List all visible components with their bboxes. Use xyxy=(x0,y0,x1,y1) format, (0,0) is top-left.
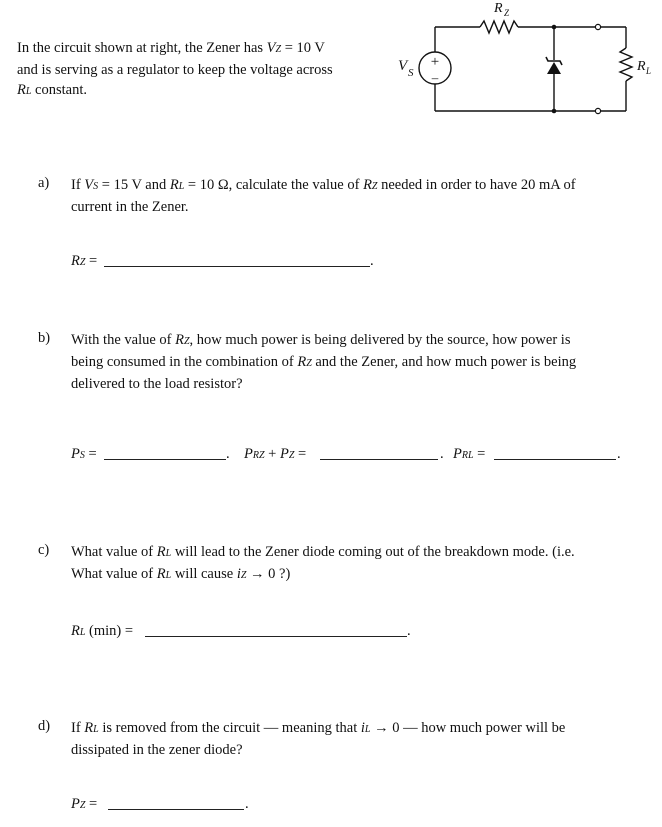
question-b-line-2: being consumed in the combination of RZ and the Zener, and how much power is being xyxy=(71,354,577,370)
answer-b-prz-label: PRZ + PZ = xyxy=(244,446,307,462)
answer-a-period: . xyxy=(370,253,374,269)
answer-d-label: PZ = xyxy=(71,796,98,812)
junction-dot-top xyxy=(552,25,557,30)
question-d-number: d) xyxy=(38,718,51,734)
answer-c-period: . xyxy=(407,623,411,639)
answer-b-ps-label: PS = xyxy=(71,446,97,462)
intro-line-1: In the circuit shown at right, the Zener has VZ = 10 V xyxy=(17,40,325,56)
question-a-number: a) xyxy=(38,175,50,191)
rz-label-sub: Z xyxy=(504,8,510,18)
question-d-line-2: dissipated in the zener diode? xyxy=(71,742,243,758)
answer-a-label: RZ = xyxy=(71,253,98,269)
answer-b-prz-blank[interactable] xyxy=(320,459,438,460)
answer-b-prl-label: PRL = xyxy=(453,446,486,462)
question-a-text xyxy=(71,175,651,217)
question-d-text xyxy=(71,718,651,760)
answer-b-ps-blank[interactable] xyxy=(104,459,226,460)
question-c-number: c) xyxy=(38,542,50,558)
answer-c-label: RL (min) = xyxy=(71,623,134,639)
source-label-sub: S xyxy=(408,67,414,79)
question-d-line-1: If RL is removed from the circuit — meaning that iL → 0 — how much power will be xyxy=(71,720,566,736)
answer-c-blank[interactable] xyxy=(145,636,407,637)
answer-d-blank[interactable] xyxy=(108,809,244,810)
source-minus-sign: – xyxy=(431,70,439,85)
answer-b-period: . xyxy=(617,446,621,462)
zener-circuit-diagram xyxy=(380,0,662,120)
resistor-rl xyxy=(620,48,632,81)
source-label: V xyxy=(398,58,408,74)
question-b-number: b) xyxy=(38,330,51,346)
intro-line-2: and is serving as a regulator to keep the voltage across xyxy=(17,62,333,78)
source-plus-sign: + xyxy=(430,54,440,70)
question-b-line-1: With the value of RZ, how much power is being delivered by the source, how power is xyxy=(71,332,571,348)
question-b-line-3: delivered to the load resistor? xyxy=(71,376,243,392)
question-c-line-2: What value of RL will cause iZ → 0 ?) xyxy=(71,566,291,582)
question-a-line-2: current in the Zener. xyxy=(71,199,189,215)
question-c-line-1: What value of RL will lead to the Zener diode coming out of the breakdown mode. (i.e. xyxy=(71,544,575,560)
question-c-text xyxy=(71,542,651,586)
resistor-rz xyxy=(480,21,518,33)
terminal-top xyxy=(595,24,600,29)
answer-b-sep-2: . xyxy=(440,446,444,462)
rz-label: R xyxy=(494,1,503,16)
rl-label-sub: L xyxy=(646,66,652,76)
intro-line-3: RL constant. xyxy=(17,82,87,98)
junction-dot-bottom xyxy=(552,109,557,114)
question-a-line-1: If VS = 15 V and RL = 10 Ω, calculate the value of RZ needed in order to have 20 mA of xyxy=(71,177,576,193)
answer-b-sep-1: . xyxy=(226,446,230,462)
answer-d-period: . xyxy=(245,796,249,812)
rl-label: R xyxy=(637,59,646,74)
answer-a-blank[interactable] xyxy=(104,266,370,267)
intro-paragraph xyxy=(17,38,387,102)
terminal-bottom xyxy=(595,108,600,113)
answer-b-prl-blank[interactable] xyxy=(494,459,616,460)
question-b-text xyxy=(71,330,651,394)
